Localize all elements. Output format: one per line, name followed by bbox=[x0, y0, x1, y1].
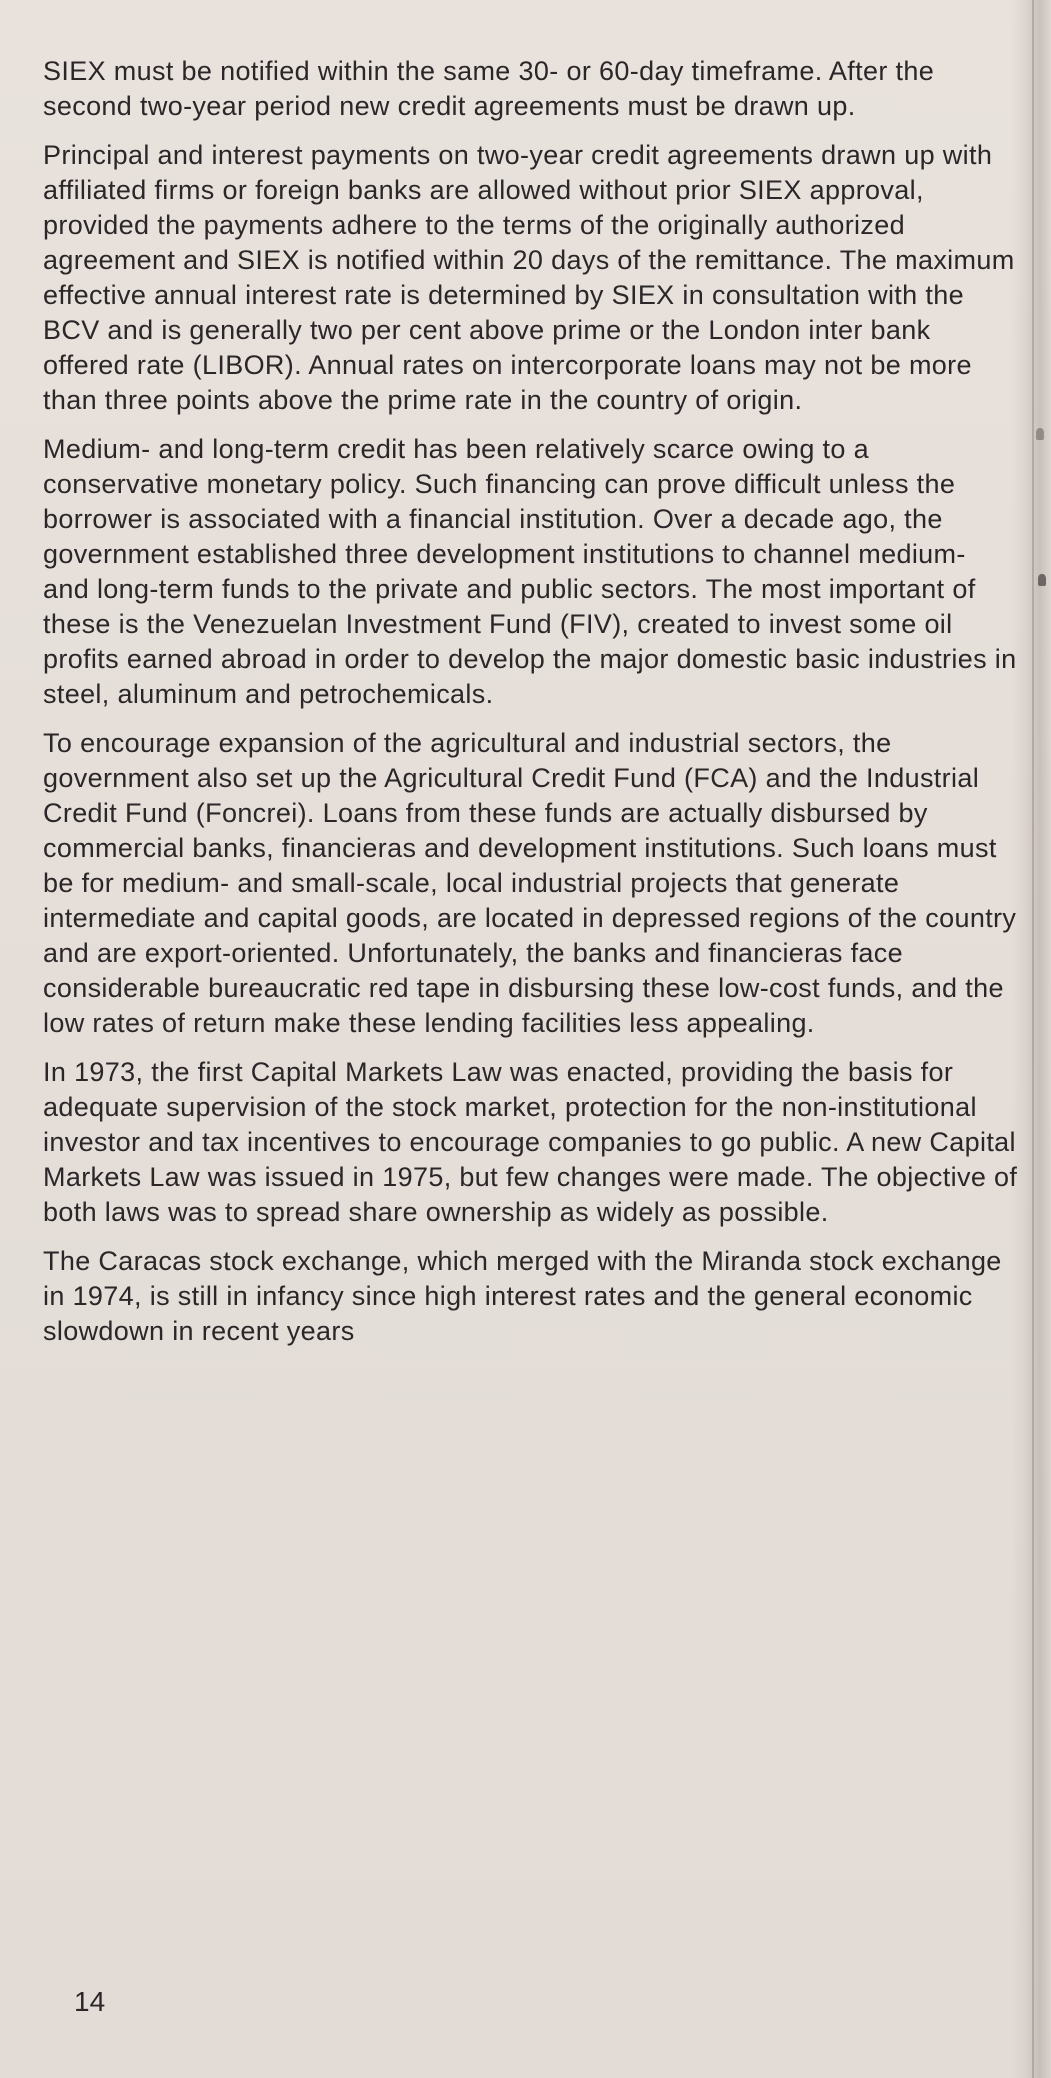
paragraph-medium-long-term-credit: Medium- and long-term credit has been relatively scarce owing to a conservative monetary policy. Such financing can prove difficult unless the borrower is associated with a financial institution. Over a decade ago, the government established three development institutions to channel medium- and long-term funds to the private and public sectors. The most important of these is the Venezuelan Investment Fund (FIV), created to invest some oil profits earned abroad in order to develop the major domestic basic industries in steel, aluminum and petrochemicals. bbox=[43, 434, 1017, 709]
body-text bbox=[43, 54, 1018, 1363]
page-number: 14 bbox=[74, 1986, 106, 2017]
paragraph-agricultural-industrial-funds: To encourage expansion of the agricultural and industrial sectors, the government also set up the Agricultural Credit Fund (FCA) and the Industrial Credit Fund (Foncrei). Loans from these funds are actually disbursed by commercial banks, financieras and development institutions. Such loans must be for medium- and small-scale, local industrial projects that generate intermediate and capital goods, are located in depressed regions of the country and are export-oriented. Unfortunately, the banks and financieras face considerable bureaucratic red tape in disbursing these low-cost funds, and the low rates of return make these lending facilities less appealing. bbox=[43, 728, 1017, 1038]
paragraph-caracas-stock-exchange: The Caracas stock exchange, which merged with the Miranda stock exchange in 1974, is still in infancy since high interest rates and the general economic slowdown in recent years bbox=[43, 1246, 1002, 1346]
paragraph-siex-notification: SIEX must be notified within the same 30- or 60-day timeframe. After the second two-year period new credit agreements must be drawn up. bbox=[43, 56, 935, 121]
edge-mark bbox=[1038, 574, 1046, 586]
paragraph-capital-markets-law: In 1973, the first Capital Markets Law was enacted, providing the basis for adequate supervision of the stock market, protection for the non-institutional investor and tax incentives to encourage companies to go public. A new Capital Markets Law was issued in 1975, but few changes were made. The objective of both laws was to spread share ownership as widely as possible. bbox=[43, 1057, 1018, 1227]
page-edge-shadow bbox=[1032, 0, 1034, 2078]
paragraph-principal-interest-payments: Principal and interest payments on two-year credit agreements drawn up with affiliated firms or foreign banks are allowed without prior SIEX approval, provided the payments adhere to the terms of the originally authorized agreement and SIEX is notified within 20 days of the remittance. The maximum effective annual interest rate is determined by SIEX in consultation with the BCV and is generally two per cent above prime or the London inter bank offered rate (LIBOR). Annual rates on intercorporate loans may not be more than three points above the prime rate in the country of origin. bbox=[43, 140, 1015, 415]
edge-mark bbox=[1036, 428, 1044, 440]
